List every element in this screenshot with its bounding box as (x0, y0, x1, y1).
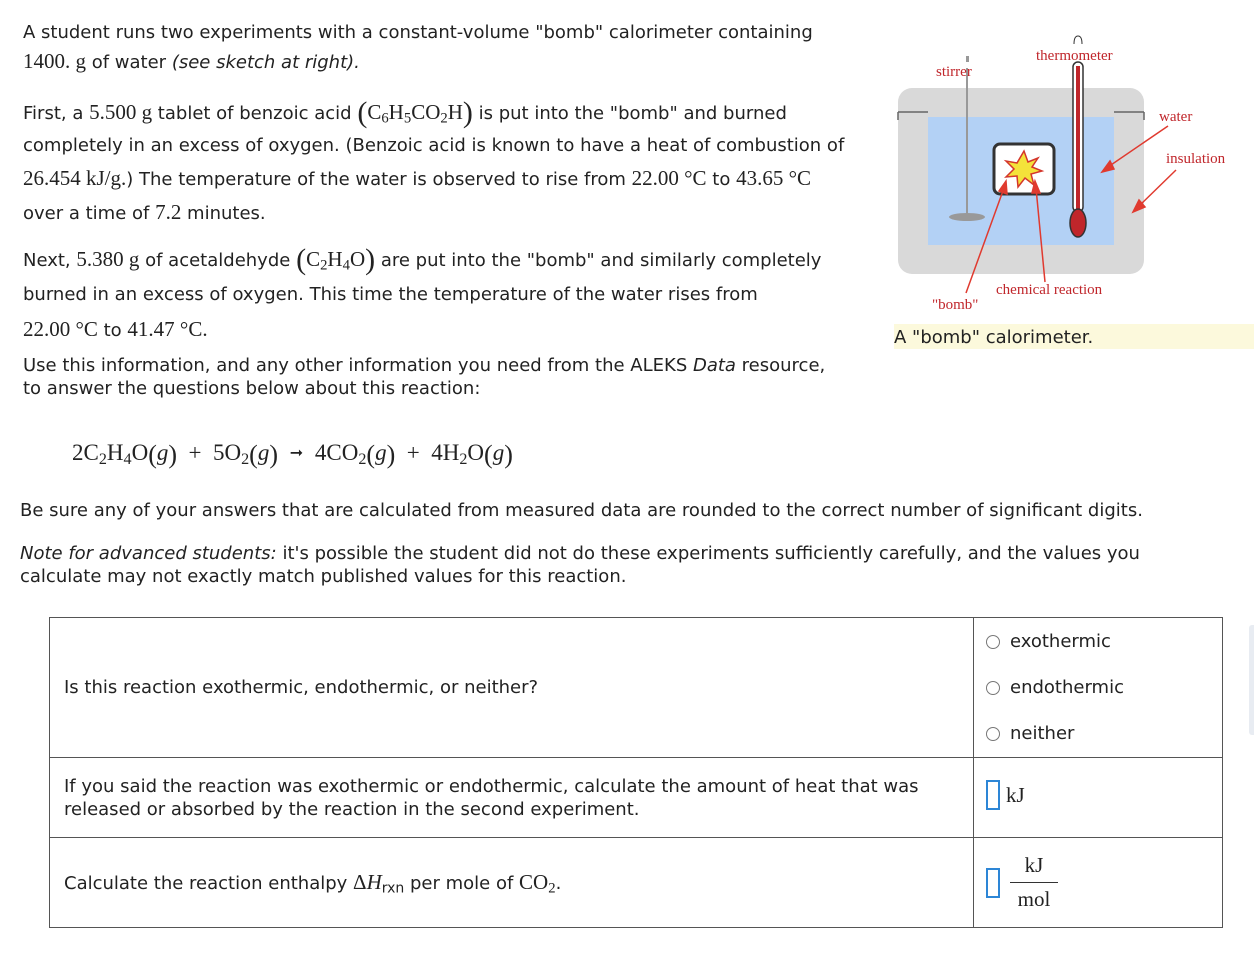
reaction-equation: $2C_2H_4O(g) + 5O_2(g)$ ➞ $4CO_2(g) + 4H_2O(g)$ (72, 440, 513, 469)
bomb-label: "bomb" (932, 297, 979, 313)
option-label: exothermic (1010, 631, 1111, 652)
bomb-calorimeter-diagram (880, 20, 1254, 360)
instructions-text: Use this information, and any other information you need from the ALEKS Data resource, to answer the questions below about this reaction: (23, 355, 826, 399)
question-row-3 (50, 838, 1223, 928)
question-row-1 (50, 618, 1223, 758)
intro-text: A student runs two experiments with a constant-volume "bomb" calorimeter containing 1400. g of water (see sketch at right). (23, 22, 813, 73)
side-panel-handle[interactable] (1249, 625, 1254, 735)
option-endothermic[interactable] (986, 665, 1222, 711)
option-neither[interactable] (986, 711, 1222, 757)
benzoic-acid-formula: $(C_6H_5CO_2H)$ (357, 96, 473, 129)
experiment-2-text: Next, 5.380 g of acetaldehyde $(C_2H_4O)$ are put into the "bomb" and similarly completely burned in an excess of oxygen. This time the temperature of the water rises from 22.00 °C to 41.47 °C. (23, 243, 822, 341)
chemical-reaction-label: chemical reaction (996, 282, 1103, 298)
acetaldehyde-formula: $(C_2H_4O)$ (296, 243, 376, 276)
heat-answer-input[interactable] (986, 780, 1000, 810)
heat-unit: kJ (1006, 782, 1025, 807)
question-1-text: Is this reaction exothermic, endothermic, or neither? (50, 618, 974, 758)
thermometer-mercury-shape (1076, 66, 1080, 218)
stirrer-label: stirrer (936, 64, 972, 80)
reaction-arrow-icon: ➞ (289, 443, 304, 462)
radio-endothermic[interactable] (986, 681, 1000, 695)
stirrer-blade-shape (949, 213, 985, 221)
diagram-caption: A "bomb" calorimeter. (894, 327, 1094, 348)
experiment-1-text: First, a 5.500 g tablet of benzoic acid $(C_6H_5CO_2H)$ is put into the "bomb" and burned completely in an excess of oxygen. (Benzoic acid is known to have a heat of combustion of 26.454 kJ/g.) The temperature of the water is observed to rise from 22.00 °C to 43.65 °C over a time of 7.2 minutes. (23, 96, 845, 224)
sig-figs-note: Be sure any of your answers that are calculated from measured data are rounded to the correct number of significant digits. (20, 500, 1143, 521)
aleks-data-link: Data (692, 355, 736, 376)
radio-neither[interactable] (986, 727, 1000, 741)
thermometer-bulb-shape (1070, 209, 1086, 237)
stirrer-top-shape (966, 56, 969, 62)
enthalpy-answer-input[interactable] (986, 868, 1000, 898)
option-label: neither (1010, 723, 1075, 744)
water-label: water (1159, 109, 1193, 125)
question-table (49, 617, 1223, 928)
question-2-text: If you said the reaction was exothermic or endothermic, calculate the amount of heat that was released or absorbed by the reaction in the second experiment. (50, 758, 974, 838)
thermometer-label: thermometer (1036, 48, 1113, 64)
insulation-label: insulation (1166, 151, 1226, 167)
option-exothermic[interactable] (986, 619, 1222, 665)
option-label: endothermic (1010, 677, 1124, 698)
advanced-note: Note for advanced students: it's possible the student did not do these experiments sufficiently carefully, and the values you calculate may not exactly match published values for this reaction. (20, 543, 1140, 587)
stirrer-shaft-shape (966, 68, 968, 216)
question-3-text: Calculate the reaction enthalpy $\Delta H_{rxn}$ per mole of $CO_2$. (50, 838, 974, 928)
enthalpy-unit: $\frac{kJ}{\text{mol}}$ (1010, 853, 1058, 912)
question-1-answers (974, 618, 1223, 758)
question-row-2 (50, 758, 1223, 838)
radio-exothermic[interactable] (986, 635, 1000, 649)
